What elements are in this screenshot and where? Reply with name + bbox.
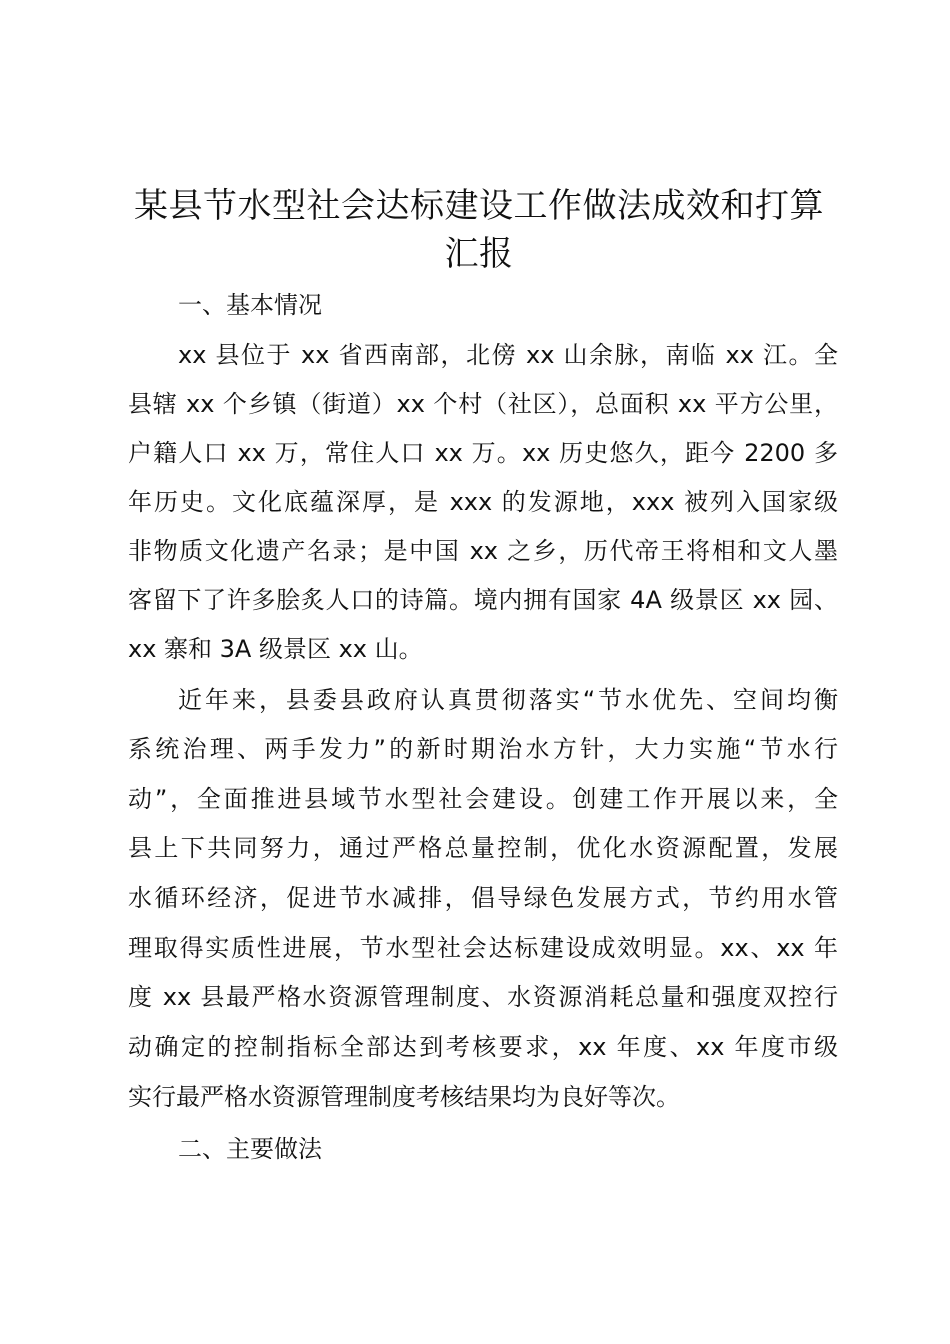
paragraph-2-line: 水循环经济，促进节水减排，倡导绿色发展方式，节约用水管 xyxy=(128,884,838,912)
paragraph-2-line: 动”，全面推进县域节水型社会建设。创建工作开展以来，全 xyxy=(128,785,838,813)
section-heading-basic-situation: 一、基本情况 xyxy=(178,291,322,319)
document-title-line-2: 汇报 xyxy=(444,234,514,274)
paragraph-2-line: 度 xx 县最严格水资源管理制度、水资源消耗总量和强度双控行 xyxy=(128,983,838,1011)
paragraph-1-line: 客留下了许多脍炙人口的诗篇。境内拥有国家 4A 级景区 xx 园、 xyxy=(128,586,838,614)
paragraph-1-line: 年历史。文化底蕴深厚，是 xxx 的发源地，xxx 被列入国家级 xyxy=(128,488,838,516)
paragraph-2-line: 理取得实质性进展，节水型社会达标建设成效明显。xx、xx 年 xyxy=(128,934,838,962)
paragraph-2-line: 动确定的控制指标全部达到考核要求，xx 年度、xx 年度市级 xyxy=(128,1033,838,1061)
paragraph-2-line: 近年来，县委县政府认真贯彻落实“节水优先、空间均衡 xyxy=(178,686,838,714)
paragraph-1-line: 户籍人口 xx 万，常住人口 xx 万。xx 历史悠久，距今 2200 多 xyxy=(128,439,838,467)
paragraph-2-line: 县上下共同努力，通过严格总量控制，优化水资源配置，发展 xyxy=(128,834,838,862)
paragraph-1-line: xx 县位于 xx 省西南部，北傍 xx 山余脉，南临 xx 江。全 xyxy=(178,341,838,369)
paragraph-2-line: 系统治理、两手发力”的新时期治水方针，大力实施“节水行 xyxy=(128,735,838,763)
paragraph-1-line: 县辖 xx 个乡镇（街道）xx 个村（社区），总面积 xx 平方公里， xyxy=(128,390,838,418)
section-heading-main-practices: 二、主要做法 xyxy=(178,1135,322,1163)
document-title-line-1: 某县节水型社会达标建设工作做法成效和打算 xyxy=(134,186,824,226)
paragraph-1-line: 非物质文化遗产名录；是中国 xx 之乡，历代帝王将相和文人墨 xyxy=(128,537,838,565)
paragraph-2-line: 实行最严格水资源管理制度考核结果均为良好等次。 xyxy=(128,1083,680,1111)
paragraph-1-line: xx 寨和 3A 级景区 xx 山。 xyxy=(128,635,423,663)
